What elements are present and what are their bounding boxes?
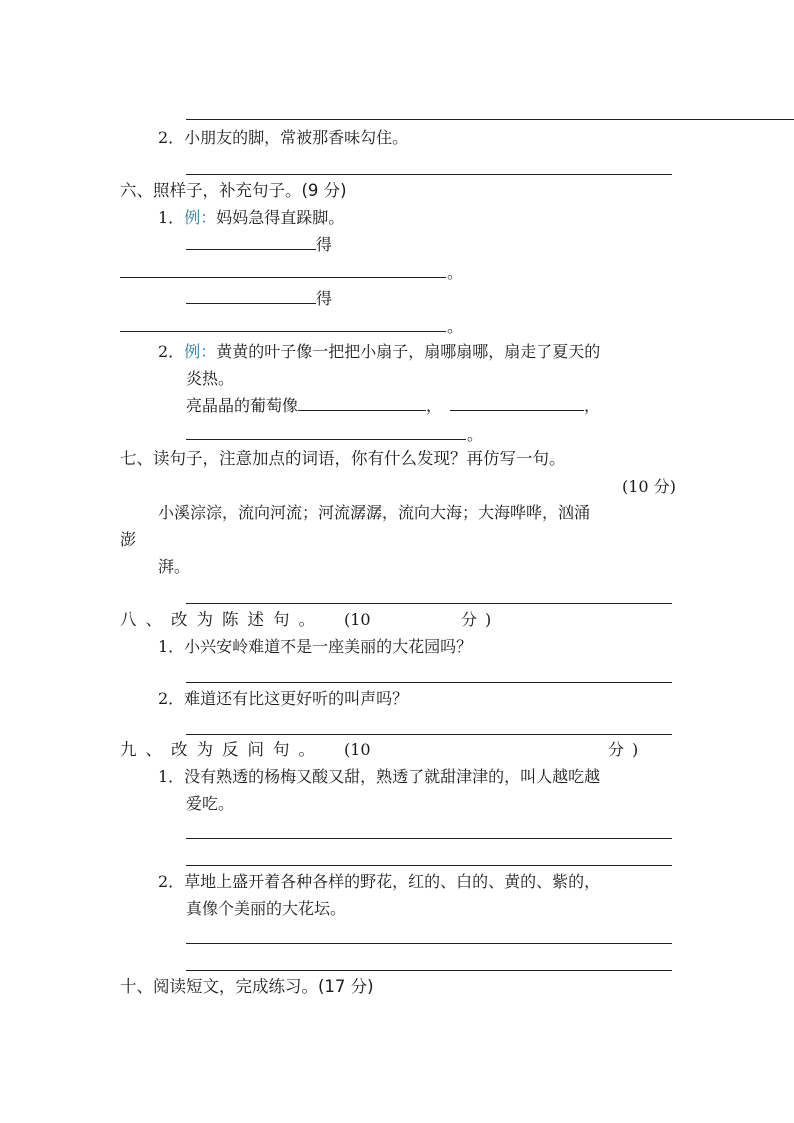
prompt-text: 亮晶晶的葡萄像 bbox=[186, 396, 299, 415]
q9-item1-line2: 爱吃。 bbox=[186, 794, 235, 813]
comma: ， bbox=[584, 396, 601, 415]
item-number: 2． bbox=[158, 342, 185, 361]
example-text: 黄黄的叶子像一把把小扇子，扇哪扇哪，扇走了夏天的 bbox=[216, 342, 601, 361]
answer-line[interactable] bbox=[186, 174, 672, 175]
q6-item1 bbox=[158, 208, 344, 228]
q8-score-a: (10 bbox=[344, 610, 371, 629]
answer-line[interactable] bbox=[186, 734, 672, 735]
fill-blank[interactable] bbox=[298, 396, 426, 411]
q6-title: 六、照样子，补充句子。(9 分) bbox=[120, 181, 347, 200]
answer-line[interactable] bbox=[186, 970, 672, 971]
answer-line[interactable] bbox=[186, 865, 672, 866]
q7-passage-line1: 小溪淙淙，流向河流；河流潺潺，流向大海；大海哗哗，汹涌 bbox=[158, 503, 591, 522]
sentence-period: 。 bbox=[467, 425, 484, 444]
q9-item1-line1: 1．没有熟透的杨梅又酸又甜，熟透了就甜津津的，叫人越吃越 bbox=[158, 767, 601, 786]
q8-score-b: 分) bbox=[461, 610, 500, 629]
answer-line[interactable] bbox=[186, 603, 672, 604]
answer-line[interactable] bbox=[120, 331, 446, 332]
q7-passage-line3: 湃。 bbox=[158, 557, 191, 576]
answer-line[interactable] bbox=[186, 439, 466, 440]
q8-title bbox=[120, 610, 324, 630]
q8-item2: 2．难道还有比这更好听的叫声吗？ bbox=[158, 689, 409, 708]
fill-blank[interactable] bbox=[186, 235, 316, 250]
q5-item2: 2．小朋友的脚，常被那香味勾住。 bbox=[158, 128, 409, 147]
q8-item1: 1．小兴安岭难道不是一座美丽的大花园吗？ bbox=[158, 637, 473, 656]
answer-line[interactable] bbox=[186, 119, 794, 120]
sentence-period: 。 bbox=[447, 263, 464, 282]
q9-title-main: 九、改为反问句。 bbox=[120, 740, 324, 759]
q6-fill-row-2 bbox=[186, 289, 332, 309]
comma: ， bbox=[426, 396, 443, 415]
q9-title bbox=[120, 740, 324, 760]
answer-line[interactable] bbox=[186, 943, 672, 944]
q8-title-main: 八、改为陈述句。 bbox=[120, 610, 324, 629]
answer-line[interactable] bbox=[186, 838, 672, 839]
fill-blank[interactable] bbox=[450, 396, 584, 411]
q6-item2-prompt bbox=[186, 396, 600, 416]
q9-score-a: (10 bbox=[344, 740, 371, 759]
fill-blank[interactable] bbox=[186, 289, 316, 304]
answer-line[interactable] bbox=[120, 277, 446, 278]
example-text: 妈妈急得直跺脚。 bbox=[216, 208, 345, 227]
q7-score: (10 分) bbox=[622, 477, 676, 496]
q10-title: 十、阅读短文，完成练习。(17 分) bbox=[120, 977, 374, 996]
q6-item2-line2: 炎热。 bbox=[186, 369, 235, 388]
q7-passage-line2: 澎 bbox=[120, 530, 137, 549]
sentence-period: 。 bbox=[447, 317, 464, 336]
q7-title: 七、读句子，注意加点的词语，你有什么发现？再仿写一句。 bbox=[120, 449, 566, 468]
q9-score-b: 分) bbox=[608, 740, 647, 759]
example-label: 例： bbox=[184, 208, 217, 227]
item-number: 1． bbox=[158, 208, 185, 227]
q6-item2-line1 bbox=[158, 342, 600, 362]
fill-suffix: 得 bbox=[316, 235, 333, 254]
q9-item2-line2: 真像个美丽的大花坛。 bbox=[186, 899, 347, 918]
fill-suffix: 得 bbox=[316, 289, 333, 308]
q9-item2-line1: 2．草地上盛开着各种各样的野花，红的、白的、黄的、紫的， bbox=[158, 872, 601, 891]
example-label: 例： bbox=[184, 342, 217, 361]
q6-fill-row-1 bbox=[186, 235, 332, 255]
answer-line[interactable] bbox=[186, 682, 672, 683]
